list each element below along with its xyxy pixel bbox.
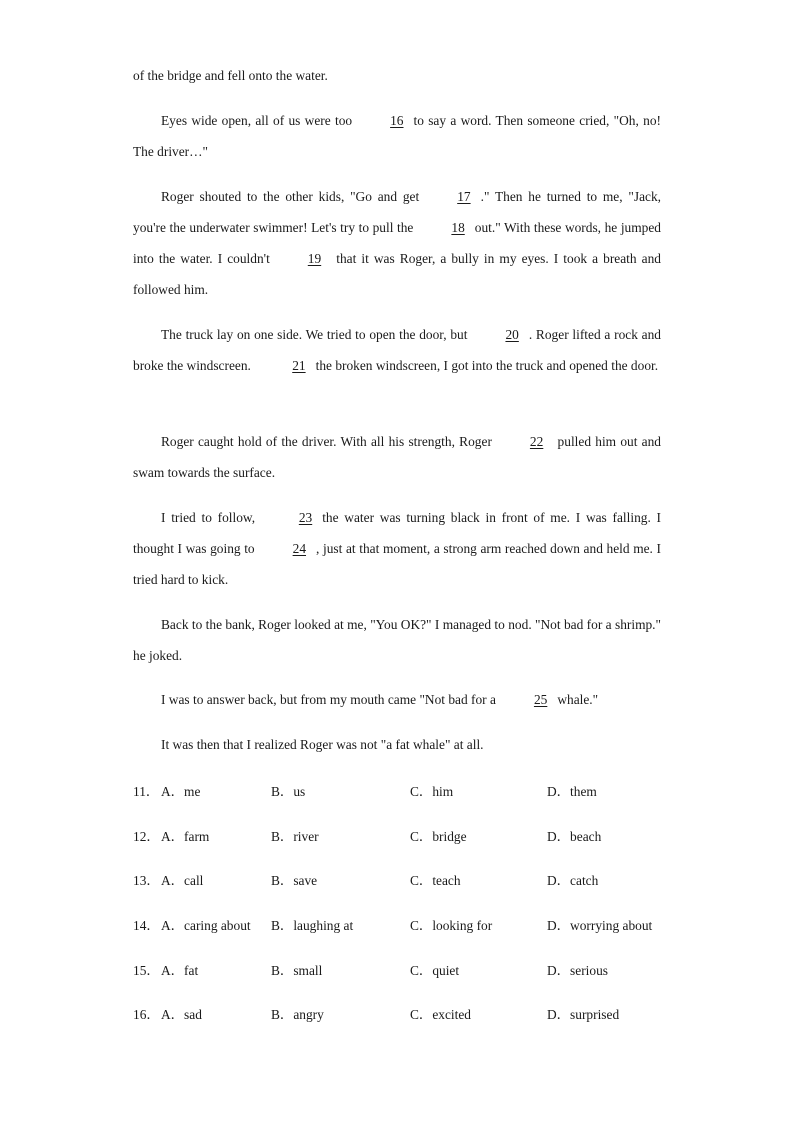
option-d: D．surprised bbox=[547, 1007, 620, 1022]
option-d: D．beach bbox=[547, 829, 602, 844]
blank-24: 24 bbox=[292, 541, 307, 556]
question-number: 12． bbox=[133, 829, 160, 844]
blank-16: 16 bbox=[390, 113, 404, 128]
option-b: B．river bbox=[271, 829, 319, 844]
question-row-16 bbox=[133, 1004, 693, 1024]
question-row-12 bbox=[133, 826, 693, 846]
option-d: D．catch bbox=[547, 873, 599, 888]
blank-17: 17 bbox=[457, 189, 471, 204]
option-c: C．quiet bbox=[410, 963, 460, 978]
option-c: C．excited bbox=[410, 1007, 471, 1022]
option-d: D．worrying about bbox=[547, 918, 653, 933]
passage-paragraph-6: Back to the bank, Roger looked at me, "You OK?" I managed to nod. "Not bad for a shrimp." he joked. bbox=[133, 617, 661, 663]
option-b: B．small bbox=[271, 963, 323, 978]
blank-19: 19 bbox=[307, 251, 322, 266]
option-a: A．farm bbox=[161, 829, 210, 844]
passage-paragraph-8: It was then that I realized Roger was not "a fat whale" at all. bbox=[161, 737, 484, 752]
question-number: 14． bbox=[133, 918, 160, 933]
passage-paragraph-2: Roger shouted to the other kids, "Go and get 17 ." Then he turned to me, "Jack, you're the underwater swimmer! Let's try to pull the 18 out." With these words, he jumped into the water. I couldn't 19 that it was Roger, a bully in my eyes. I took a breath and followed him. bbox=[133, 181, 661, 305]
passage-paragraph-3: The truck lay on one side. We tried to open the door, but 20 . Roger lifted a rock and broke the windscreen. 21 the broken windscreen, I got into the truck and opened the door. bbox=[133, 319, 661, 381]
option-c: C．teach bbox=[410, 873, 461, 888]
question-row-13 bbox=[133, 870, 693, 890]
option-a: A．me bbox=[161, 784, 201, 799]
question-row-14 bbox=[133, 915, 693, 935]
blank-18: 18 bbox=[451, 220, 465, 235]
question-number: 11． bbox=[133, 784, 160, 799]
option-a: A．sad bbox=[161, 1007, 202, 1022]
blank-25: 25 bbox=[533, 692, 548, 707]
question-row-15 bbox=[133, 960, 693, 980]
option-a: A．fat bbox=[161, 963, 199, 978]
option-d: D．them bbox=[547, 784, 597, 799]
question-row-11 bbox=[133, 781, 693, 801]
passage-paragraph-1: Eyes wide open, all of us were too 16 to say a word. Then someone cried, "Oh, no! The driver…" bbox=[133, 105, 661, 167]
question-number: 15． bbox=[133, 963, 160, 978]
blank-21: 21 bbox=[292, 358, 306, 373]
option-b: B．laughing at bbox=[271, 918, 354, 933]
option-d: D．serious bbox=[547, 963, 608, 978]
passage-paragraph-7: I was to answer back, but from my mouth came "Not bad for a 25 whale." bbox=[133, 684, 661, 715]
option-b: B．us bbox=[271, 784, 306, 799]
option-a: A．call bbox=[161, 873, 204, 888]
option-c: C．him bbox=[410, 784, 454, 799]
option-c: C．looking for bbox=[410, 918, 493, 933]
passage-paragraph-4: Roger caught hold of the driver. With all his strength, Roger 22 pulled him out and swam towards the surface. bbox=[133, 426, 661, 488]
blank-20: 20 bbox=[505, 327, 519, 342]
passage-paragraph-5: I tried to follow, 23 the water was turning black in front of me. I was falling. I thought I was going to 24 , just at that moment, a strong arm reached down and held me. I tried hard to kick. bbox=[133, 502, 661, 595]
option-b: B．angry bbox=[271, 1007, 324, 1022]
question-number: 13． bbox=[133, 873, 160, 888]
option-b: B．save bbox=[271, 873, 318, 888]
blank-22: 22 bbox=[529, 434, 544, 449]
option-a: A．caring about bbox=[161, 918, 251, 933]
option-c: C．bridge bbox=[410, 829, 467, 844]
question-number: 16． bbox=[133, 1007, 160, 1022]
blank-23: 23 bbox=[298, 510, 313, 525]
passage-paragraph-0: of the bridge and fell onto the water. bbox=[133, 68, 328, 83]
